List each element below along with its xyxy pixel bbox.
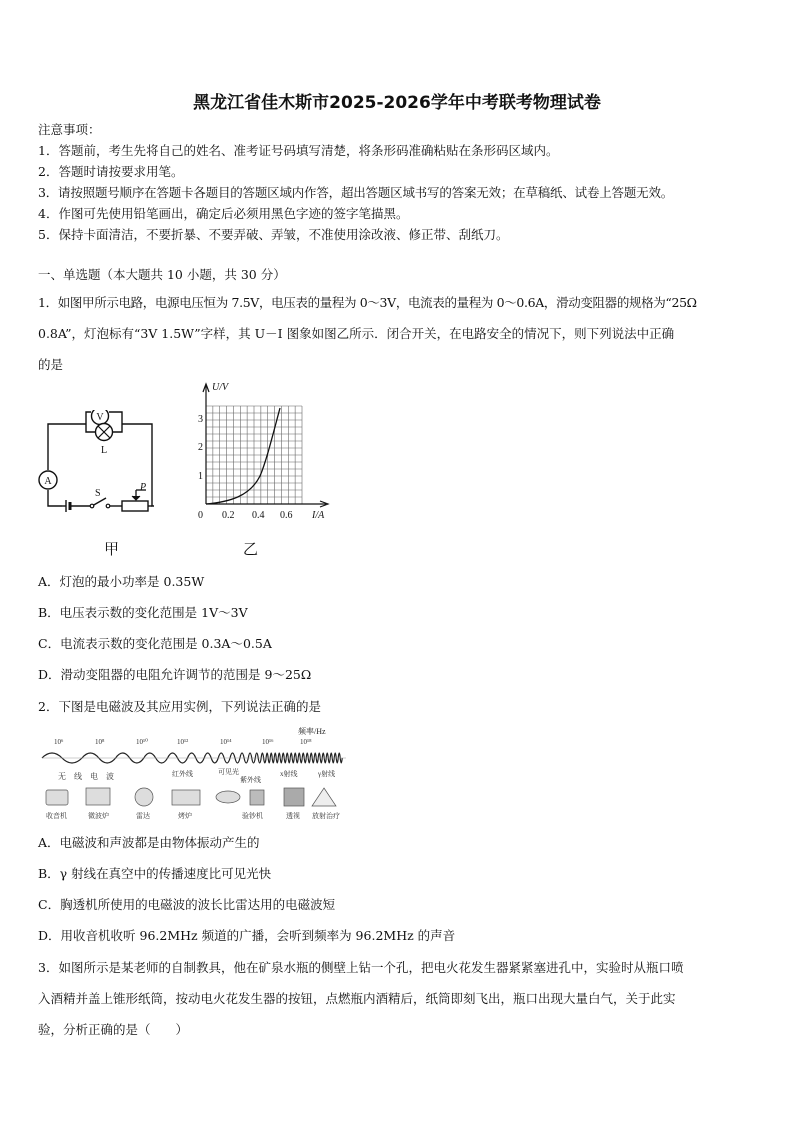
band-radio: 无 线 电 波: [58, 772, 114, 781]
circuit-diagram: [34, 410, 164, 525]
device-label: 烤炉: [178, 812, 192, 820]
question-3-line: 3．如图所示是某老师的自制教具，他在矿泉水瓶的侧壁上钻一个孔，把电火花发生器紧紧塞进孔中，实验时从瓶口喷: [38, 960, 684, 975]
option-b: B．电压表示数的变化范围是 1V～3V: [38, 605, 248, 620]
question-2-stem: 2．下图是电磁波及其应用实例，下列说法正确的是: [38, 699, 321, 714]
device-label: 微波炉: [88, 812, 109, 820]
radar-icon: [135, 788, 153, 806]
option-c: C．电流表示数的变化范围是 0.3A～0.5A: [38, 636, 272, 651]
graph-xlabel: I/A: [312, 510, 325, 521]
question-1-line: 0.8A”，灯泡标有“3V 1.5W”字样，其 U－I 图象如图乙所示．闭合开关，在电路安全的情况下，则下列说法中正确: [38, 326, 675, 341]
device-label: 收音机: [46, 812, 67, 820]
band-visible: 可见光: [218, 768, 239, 776]
graph-ytick: 3: [198, 414, 203, 425]
money-detector-icon: [250, 790, 264, 805]
radio-icon: [46, 790, 68, 805]
voltmeter-label: V: [96, 412, 104, 423]
graph-ylabel: U/V: [212, 382, 229, 393]
microwave-icon: [86, 788, 110, 805]
slider-label: P: [140, 482, 147, 493]
device-label: 透视: [286, 812, 300, 820]
notice-item: 3．请按照题号顺序在答题卡各题目的答题区域内作答，超出答题区域书写的答案无效；在草稿纸、试卷上答题无效。: [38, 185, 674, 200]
band-uv: 紫外线: [240, 776, 261, 784]
em-spectrum-figure: [40, 724, 352, 824]
option-d: D．用收音机收听 96.2MHz 频道的广播，会听到频率为 96.2MHz 的声音: [38, 928, 456, 943]
freq-power: 10¹²: [177, 738, 189, 746]
section-heading: 一、单选题（本大题共 10 小题，共 30 分）: [38, 267, 286, 282]
option-b: B．γ 射线在真空中的传播速度比可见光快: [38, 866, 272, 881]
graph-ytick: 1: [198, 471, 203, 482]
device-label: 验钞机: [242, 812, 263, 820]
option-a: A．电磁波和声波都是由物体振动产生的: [38, 835, 260, 850]
radiation-icon: [312, 788, 336, 806]
notice-item: 2．答题时请按要求用笔。: [38, 164, 184, 179]
band-gamma: γ射线: [318, 770, 336, 778]
notice-item: 1．答题前，考生先将自己的姓名、准考证号码填写清楚，将条形码准确粘贴在条形码区域内。: [38, 143, 559, 158]
question-3-line: 入酒精并盖上锥形纸筒，按动电火花发生器的按钮，点燃瓶内酒精后，纸筒即刻飞出，瓶口出现大量白气，关于此实: [38, 991, 676, 1006]
xray-hand-icon: [284, 788, 304, 806]
u-i-graph: [190, 380, 340, 525]
freq-power: 10¹⁴: [220, 738, 232, 746]
question-1-line: 的是: [38, 357, 64, 372]
notice-item: 4．作图可先使用铅笔画出，确定后必须用黑色字迹的签字笔描黑。: [38, 206, 409, 221]
option-d: D．滑动变阻器的电阻允许调节的范围是 9～25Ω: [38, 667, 312, 682]
lamp-label: L: [100, 445, 108, 456]
option-c: C．胸透机所使用的电磁波的波长比雷达用的电磁波短: [38, 897, 336, 912]
graph-ytick: 2: [198, 442, 203, 453]
band-infrared: 红外线: [172, 770, 193, 778]
freq-power: 10¹⁸: [300, 738, 312, 746]
device-label: 放射治疗: [312, 812, 340, 820]
band-xray: x射线: [280, 770, 298, 778]
notice-item: 5．保持卡面清洁，不要折暴、不要弄破、弄皱，不准使用涂改液、修正带、刮纸刀。: [38, 227, 509, 242]
switch-label: S: [95, 488, 101, 499]
freq-label: 频率/Hz: [298, 727, 326, 736]
graph-xtick: 0.6: [280, 510, 293, 521]
graph-xtick: 0: [198, 510, 203, 521]
question-1-line: 1．如图甲所示电路，电源电压恒为 7.5V，电压表的量程为 0～3V，电流表的量程为 0～0.6A，滑动变阻器的规格为“25Ω: [38, 295, 697, 310]
lamp-icon: [96, 424, 113, 441]
oven-icon: [172, 790, 200, 805]
eye-icon: [216, 791, 240, 803]
figure-a-caption: 甲: [104, 540, 120, 558]
u-i-curve: [206, 408, 280, 504]
freq-power: 10⁸: [95, 738, 105, 746]
freq-power: 10⁶: [54, 738, 64, 746]
figure-b-caption: 乙: [243, 540, 259, 558]
ammeter-label: A: [44, 476, 52, 487]
device-label: 雷达: [136, 812, 150, 820]
freq-power: 10¹⁶: [262, 738, 274, 746]
option-a: A．灯泡的最小功率是 0.35W: [38, 574, 205, 589]
freq-power: 10¹⁰: [136, 738, 148, 746]
question-3-line: 验，分析正确的是（ ）: [38, 1022, 189, 1037]
graph-xtick: 0.2: [222, 510, 235, 521]
page-title: 黑龙江省佳木斯市2025-2026学年中考联考物理试卷: [193, 93, 601, 113]
notice-heading: 注意事项：: [38, 122, 101, 137]
graph-xtick: 0.4: [252, 510, 265, 521]
